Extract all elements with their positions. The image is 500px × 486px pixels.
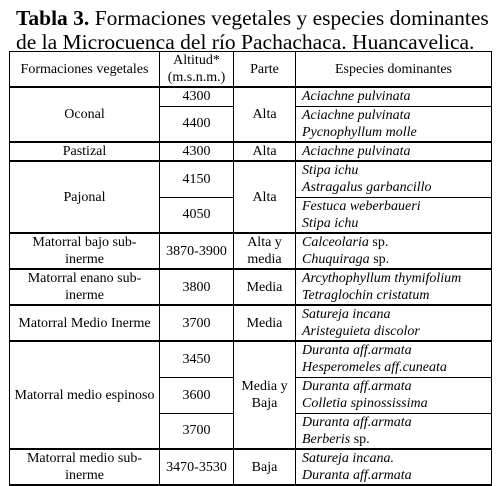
header-formaciones: Formaciones vegetales	[10, 52, 160, 88]
formacion-cell: Matorral bajo sub-inerme	[10, 233, 160, 269]
species-line	[302, 270, 487, 287]
species-line	[302, 467, 487, 484]
header-especies: Especies dominantes	[296, 52, 492, 88]
species-line	[302, 215, 487, 232]
altitud-cell: 3870-3900	[160, 233, 234, 269]
species-name: Colletia spinossissima	[302, 396, 428, 411]
species-line	[302, 162, 487, 179]
parte-cell: Alta	[234, 87, 296, 142]
header-parte: Parte	[234, 52, 296, 88]
especies-cell	[296, 87, 492, 106]
species-line	[302, 378, 487, 395]
species-line	[302, 124, 487, 141]
species-name: Duranta aff.armata	[302, 414, 412, 430]
parte-cell: Media y Baja	[234, 341, 296, 449]
formacion-cell: Matorral enano sub-inerme	[10, 269, 160, 305]
altitud-cell: 3800	[160, 269, 234, 305]
altitud-cell: 3700	[160, 305, 234, 341]
species-line	[302, 359, 487, 376]
species-line	[302, 198, 487, 215]
species-name: Chuquiraga	[302, 252, 370, 267]
header-row	[10, 52, 492, 88]
table-row	[10, 305, 492, 341]
species-line	[302, 395, 487, 412]
altitud-cell: 3600	[160, 377, 234, 413]
species-line	[302, 88, 487, 105]
species-name: Aciachne pulvinata	[302, 107, 411, 123]
parte-cell: Alta	[234, 142, 296, 161]
species-name: Aciachne pulvinata	[302, 89, 411, 105]
caption-text: Formaciones vegetales y especies dominantes de la Microcuenca del río Pachachaca. Huancavelica.	[16, 6, 489, 54]
table-row	[10, 269, 492, 305]
table-body	[10, 87, 492, 485]
species-line	[302, 414, 487, 431]
especies-cell	[296, 106, 492, 142]
species-name: Aciachne pulvinata	[302, 144, 411, 159]
table-row	[10, 341, 492, 377]
species-line	[302, 251, 487, 268]
parte-cell: Alta	[234, 161, 296, 233]
species-name: Satureja incana.	[302, 451, 395, 466]
species-suffix: sp.	[368, 235, 389, 250]
especies-cell	[296, 233, 492, 269]
table-row	[10, 161, 492, 197]
especies-cell	[296, 197, 492, 233]
parte-cell: Baja	[234, 449, 296, 485]
species-line	[302, 431, 487, 448]
altitud-cell: 4150	[160, 161, 234, 197]
especies-cell	[296, 142, 492, 161]
altitud-cell: 4400	[160, 106, 234, 142]
altitud-cell: 4300	[160, 87, 234, 106]
species-name: Tetraglochin cristatum	[302, 288, 430, 303]
species-line	[302, 287, 487, 304]
table-row	[10, 142, 492, 161]
altitud-cell: 4050	[160, 197, 234, 233]
species-name: Pycnophyllum molle	[302, 124, 417, 140]
species-line	[302, 179, 487, 196]
especies-cell	[296, 341, 492, 377]
species-line	[302, 143, 487, 160]
altitud-cell: 3470-3530	[160, 449, 234, 485]
especies-cell	[296, 377, 492, 413]
species-name: Berberis	[302, 431, 351, 447]
formacion-cell: Matorral medio espinoso	[10, 341, 160, 449]
species-name: Hesperomeles aff.cuneata	[302, 360, 447, 376]
species-name: Calceolaria	[302, 235, 369, 250]
table-caption	[16, 6, 492, 54]
species-name: Duranta aff.armata	[302, 379, 412, 394]
species-line	[302, 342, 487, 359]
species-name: Stipa ichu	[302, 163, 359, 179]
vegetation-table	[9, 51, 492, 486]
parte-cell: Media	[234, 269, 296, 305]
parte-cell: Media	[234, 305, 296, 341]
especies-cell	[296, 305, 492, 341]
species-name: Aristeguieta discolor	[302, 324, 420, 339]
formacion-cell: Matorral medio sub-inerme	[10, 449, 160, 485]
species-line	[302, 306, 487, 323]
altitud-cell: 3700	[160, 413, 234, 449]
species-suffix: sp.	[369, 252, 390, 267]
species-name: Arcythophyllum thymifolium	[302, 271, 462, 286]
species-suffix: sp.	[350, 431, 370, 447]
especies-cell	[296, 413, 492, 449]
species-name: Stipa ichu	[302, 215, 359, 231]
species-name: Duranta aff.armata	[302, 343, 412, 359]
formacion-cell: Pastizal	[10, 142, 160, 161]
species-line	[302, 234, 487, 251]
species-name: Astragalus garbancillo	[302, 180, 432, 196]
caption-label: Tabla 3.	[16, 6, 90, 30]
species-line	[302, 323, 487, 340]
table-row	[10, 87, 492, 106]
species-name: Duranta aff.armata	[302, 468, 412, 483]
especies-cell	[296, 161, 492, 197]
formacion-cell: Oconal	[10, 87, 160, 142]
especies-cell	[296, 269, 492, 305]
species-line	[302, 107, 487, 124]
header-altitud: Altitud* (m.s.n.m.)	[160, 52, 234, 88]
altitud-cell: 4300	[160, 142, 234, 161]
species-line	[302, 450, 487, 467]
species-name: Festuca weberbaueri	[302, 198, 421, 214]
species-name: Satureja incana	[302, 307, 391, 322]
altitud-cell: 3450	[160, 341, 234, 377]
formacion-cell: Pajonal	[10, 161, 160, 233]
formacion-cell: Matorral Medio Inerme	[10, 305, 160, 341]
parte-cell: Alta y media	[234, 233, 296, 269]
table-row	[10, 233, 492, 269]
